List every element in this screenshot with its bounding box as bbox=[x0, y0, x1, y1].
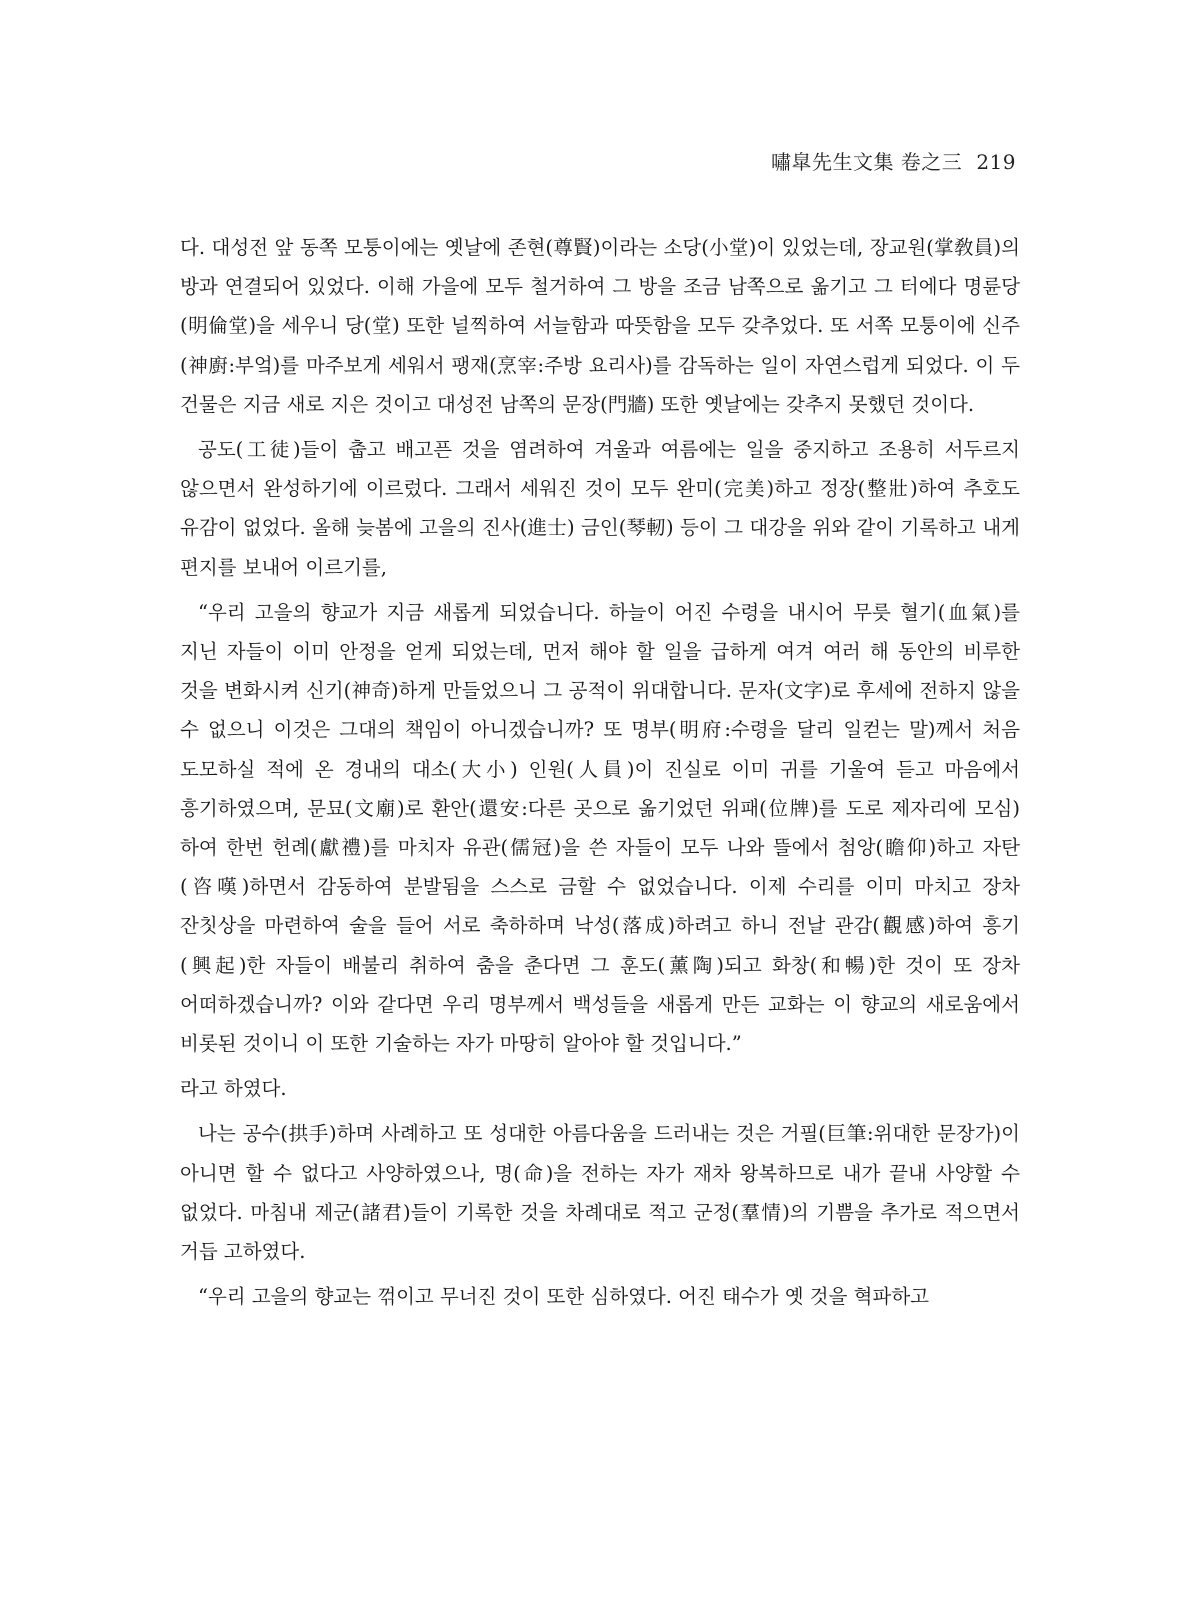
body-text bbox=[180, 228, 1020, 1322]
paragraph: 라고 하였다. bbox=[180, 1077, 287, 1101]
paragraph: 나는 공수(拱手)하며 사례하고 또 성대한 아름다움을 드러내는 것은 거필(巨筆:위대한 문장가)이 아니면 할 수 없다고 사양하였으나, 명(命)을 전하는 자가 재차 왕복하므로 내가 끝내 사양할 수 없었다. 마침내 제군(諸君)들이 기록한 것을 차례대로 적고 군정(羣情)의 기쁨을 추가로 적으면서 거듭 고하였다. bbox=[180, 1122, 1020, 1264]
paragraph: 다. 대성전 앞 동쪽 모퉁이에는 옛날에 존현(尊賢)이라는 소당(小堂)이 있었는데, 장교원(掌敎員)의 방과 연결되어 있었다. 이해 가을에 모두 철거하여 그 방을 조금 남쪽으로 옮기고 그 터에다 명륜당(明倫堂)을 세우니 당(堂) 또한 널찍하여 서늘함과 따뜻함을 모두 갖추었다. 또 서쪽 모퉁이에 신주(神廚:부엌)를 마주보게 세워서 팽재(烹宰:주방 요리사)를 감독하는 일이 자연스럽게 되었다. 이 두 건물은 지금 새로 지은 것이고 대성전 남쪽의 문장(門牆) 또한 옛날에는 갖추지 못했던 것이다. bbox=[180, 236, 1020, 416]
page-number: 219 bbox=[976, 150, 1016, 174]
paragraph-quote: “우리 고을의 향교가 지금 새롭게 되었습니다. 하늘이 어진 수령을 내시어 무릇 혈기(血氣)를 지닌 자들이 이미 안정을 얻게 되었는데, 먼저 해야 할 일을 급하게 여겨 여러 해 동안의 비루한 것을 변화시켜 신기(神奇)하게 만들었으니 그 공적이 위대합니다. 문자(文字)로 후세에 전하지 않을 수 없으니 이것은 그대의 책임이 아니겠습니까? 또 명부(明府:수령을 달리 일컫는 말)께서 처음 도모하실 적에 온 경내의 대소(大小) 인원(人員)이 진실로 이미 귀를 기울여 듣고 마음에서 흥기하였으며, 문묘(文廟)로 환안(還安:다른 곳으로 옮기었던 위패(位牌)를 도로 제자리에 모심)하여 한번 헌례(獻禮)를 마치자 유관(儒冠)을 쓴 자들이 모두 나와 뜰에서 첨앙(瞻仰)하고 자탄(咨嘆)하면서 감동하여 분발됨을 스스로 금할 수 없었습니다. 이제 수리를 이미 마치고 장차 잔칫상을 마련하여 술을 들어 서로 축하하며 낙성(落成)하려고 하니 전날 관감(觀感)하여 흥기(興起)한 자들이 배불리 취하여 춤을 춘다면 그 훈도(薰陶)되고 화창(和暢)한 것이 또 장차 어떠하겠습니까? 이와 같다면 우리 명부께서 백성들을 새롭게 만든 교화는 이 향교의 새로움에서 비롯된 것이니 이 또한 기술하는 자가 마땅히 알아야 할 것입니다.” bbox=[180, 600, 1020, 1056]
running-header-title: 嘯皐先生文集 卷之三 bbox=[770, 150, 963, 174]
running-header bbox=[771, 146, 1016, 175]
paragraph-quote: “우리 고을의 향교는 꺾이고 무너진 것이 또한 심하였다. 어진 태수가 옛 것을 혁파하고 bbox=[198, 1285, 930, 1309]
paragraph: 공도(工徒)들이 춥고 배고픈 것을 염려하여 겨울과 여름에는 일을 중지하고 조용히 서두르지 않으면서 완성하기에 이르렀다. 그래서 세워진 것이 모두 완미(完美)하고 정장(整壯)하여 추호도 유감이 없었다. 올해 늦봄에 고을의 진사(進士) 금인(琴軔) 등이 그 대강을 위와 같이 기록하고 내게 편지를 보내어 이르기를, bbox=[180, 438, 1020, 579]
